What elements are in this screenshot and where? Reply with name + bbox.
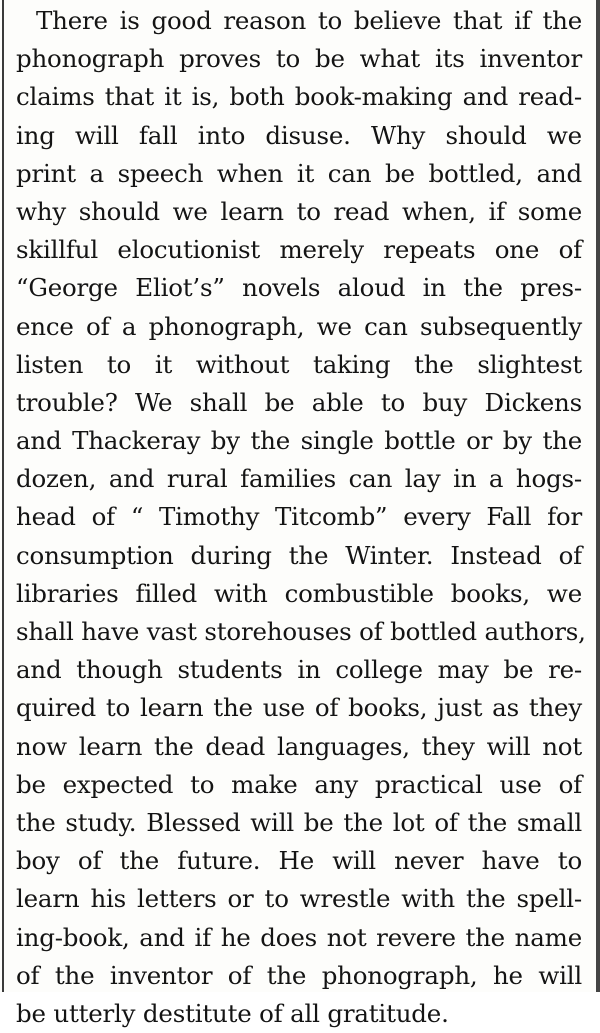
text-line: now learn the dead languages, they will not — [16, 731, 582, 761]
text-line: the study. Blessed will be the lot of the small — [16, 807, 582, 837]
text-line: and though students in college may be re- — [16, 655, 582, 685]
text-line: consumption during the Winter. Instead of — [16, 540, 582, 570]
text-line: trouble? We shall be able to buy Dickens — [16, 387, 582, 417]
text-line: why should we learn to read when, if some — [16, 196, 582, 226]
text-line: learn his letters or to wrestle with the spell- — [16, 884, 582, 914]
article-paragraph — [16, 2, 586, 1033]
text-line: phonograph proves to be what its inventor — [16, 44, 582, 74]
text-line: skillful elocutionist merely repeats one of — [16, 235, 582, 265]
text-line: be expected to make any practical use of — [16, 769, 582, 799]
text-line: print a speech when it can be bottled, and — [16, 158, 582, 188]
text-line: claims that it is, both book-making and read- — [16, 82, 582, 112]
left-column-rule — [2, 0, 4, 992]
text-line: libraries filled with combustible books, we — [16, 578, 582, 608]
text-line: ing-book, and if he does not revere the name — [16, 922, 582, 952]
text-line: There is good reason to believe that if the — [36, 6, 582, 35]
text-line: ing will fall into disuse. Why should we — [16, 120, 582, 150]
text-line: and Thackeray by the single bottle or by the — [16, 426, 582, 456]
text-line: of the inventor of the phonograph, he will — [16, 960, 582, 990]
text-line: quired to learn the use of books, just as they — [16, 693, 582, 723]
text-line: “George Eliot’s” novels aloud in the pres- — [16, 273, 582, 303]
right-column-rule — [596, 0, 600, 992]
text-line: dozen, and rural families can lay in a hogs- — [16, 464, 582, 494]
text-line: head of “ Timothy Titcomb” every Fall for — [16, 502, 582, 532]
text-line-last: be utterly destitute of all gratitude. — [16, 998, 449, 1028]
text-line: boy of the future. He will never have to — [16, 846, 582, 876]
text-line: listen to it without taking the slightest — [16, 349, 582, 379]
text-line: ence of a phonograph, we can subsequently — [16, 311, 582, 341]
text-line: shall have vast storehouses of bottled authors, — [16, 617, 586, 646]
